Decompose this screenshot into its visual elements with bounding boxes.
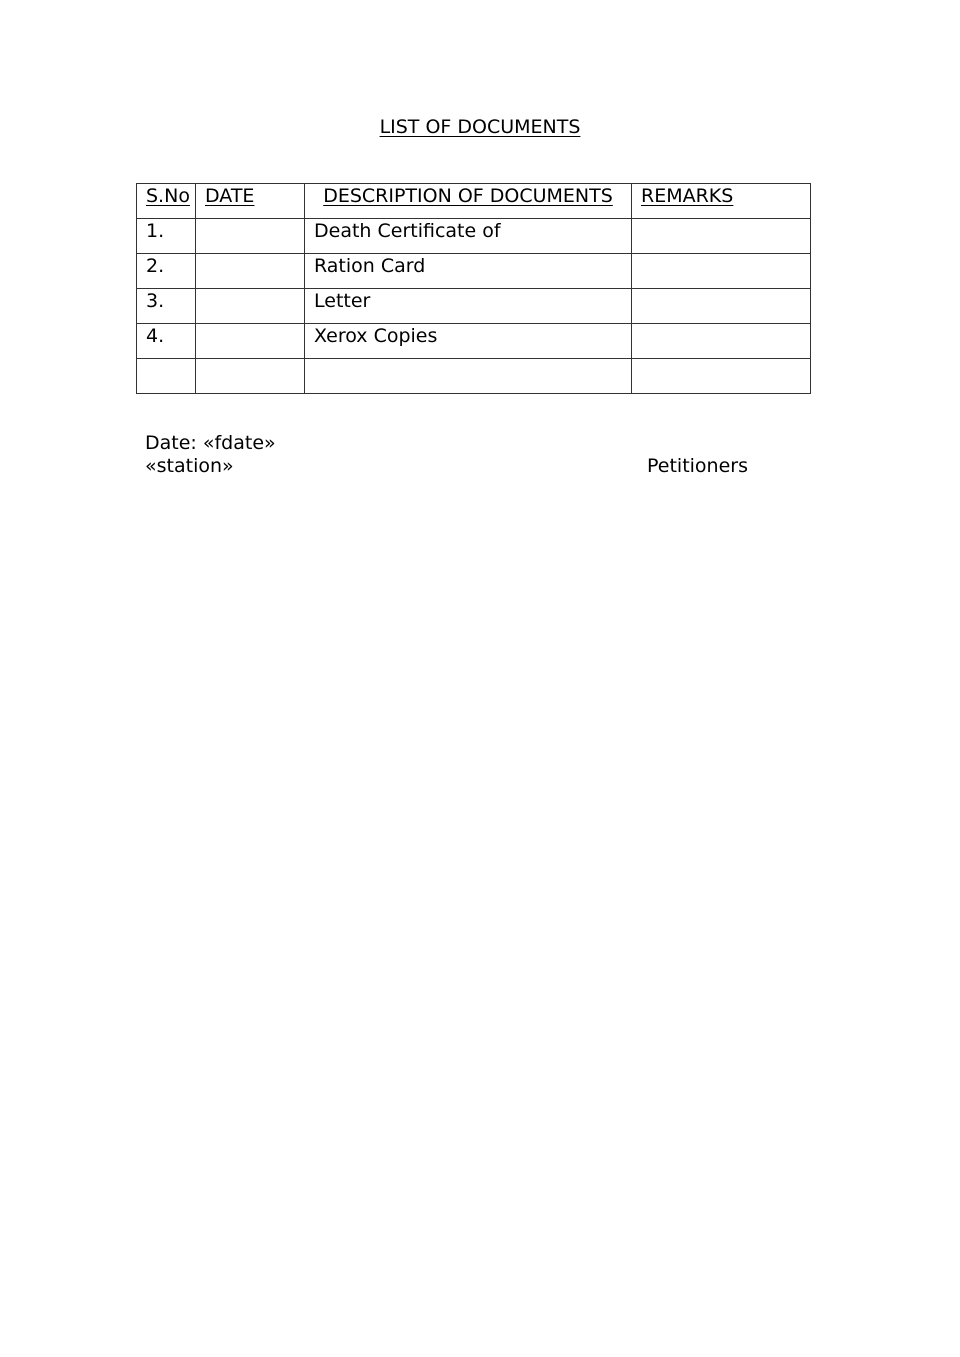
cell-date [196, 359, 305, 394]
cell-remarks [632, 324, 811, 359]
header-remarks: REMARKS [632, 184, 811, 219]
cell-description: Death Certificate of [305, 219, 632, 254]
cell-description: Ration Card [305, 254, 632, 289]
cell-description [305, 359, 632, 394]
cell-sno [137, 359, 196, 394]
cell-remarks [632, 254, 811, 289]
document-title: LIST OF DOCUMENTS [379, 116, 581, 138]
cell-sno: 3. [137, 289, 196, 324]
cell-sno: 4. [137, 324, 196, 359]
date-line: Date: «fdate» [145, 432, 276, 454]
table-row [137, 254, 811, 289]
cell-date [196, 324, 305, 359]
cell-sno: 1. [137, 219, 196, 254]
documents-table [136, 183, 811, 394]
header-date: DATE [196, 184, 305, 219]
table-row [137, 324, 811, 359]
table-header-row [137, 184, 811, 219]
cell-remarks [632, 359, 811, 394]
header-sno: S.No [137, 184, 196, 219]
cell-description: Letter [305, 289, 632, 324]
signatory-label: Petitioners [647, 455, 748, 477]
table-row [137, 359, 811, 394]
cell-sno: 2. [137, 254, 196, 289]
station-line: «station» [145, 455, 234, 477]
cell-description: Xerox Copies [305, 324, 632, 359]
cell-remarks [632, 219, 811, 254]
table-row [137, 289, 811, 324]
cell-date [196, 289, 305, 324]
cell-remarks [632, 289, 811, 324]
cell-date [196, 254, 305, 289]
cell-date [196, 219, 305, 254]
header-description: DESCRIPTION OF DOCUMENTS [305, 184, 632, 219]
table-row [137, 219, 811, 254]
